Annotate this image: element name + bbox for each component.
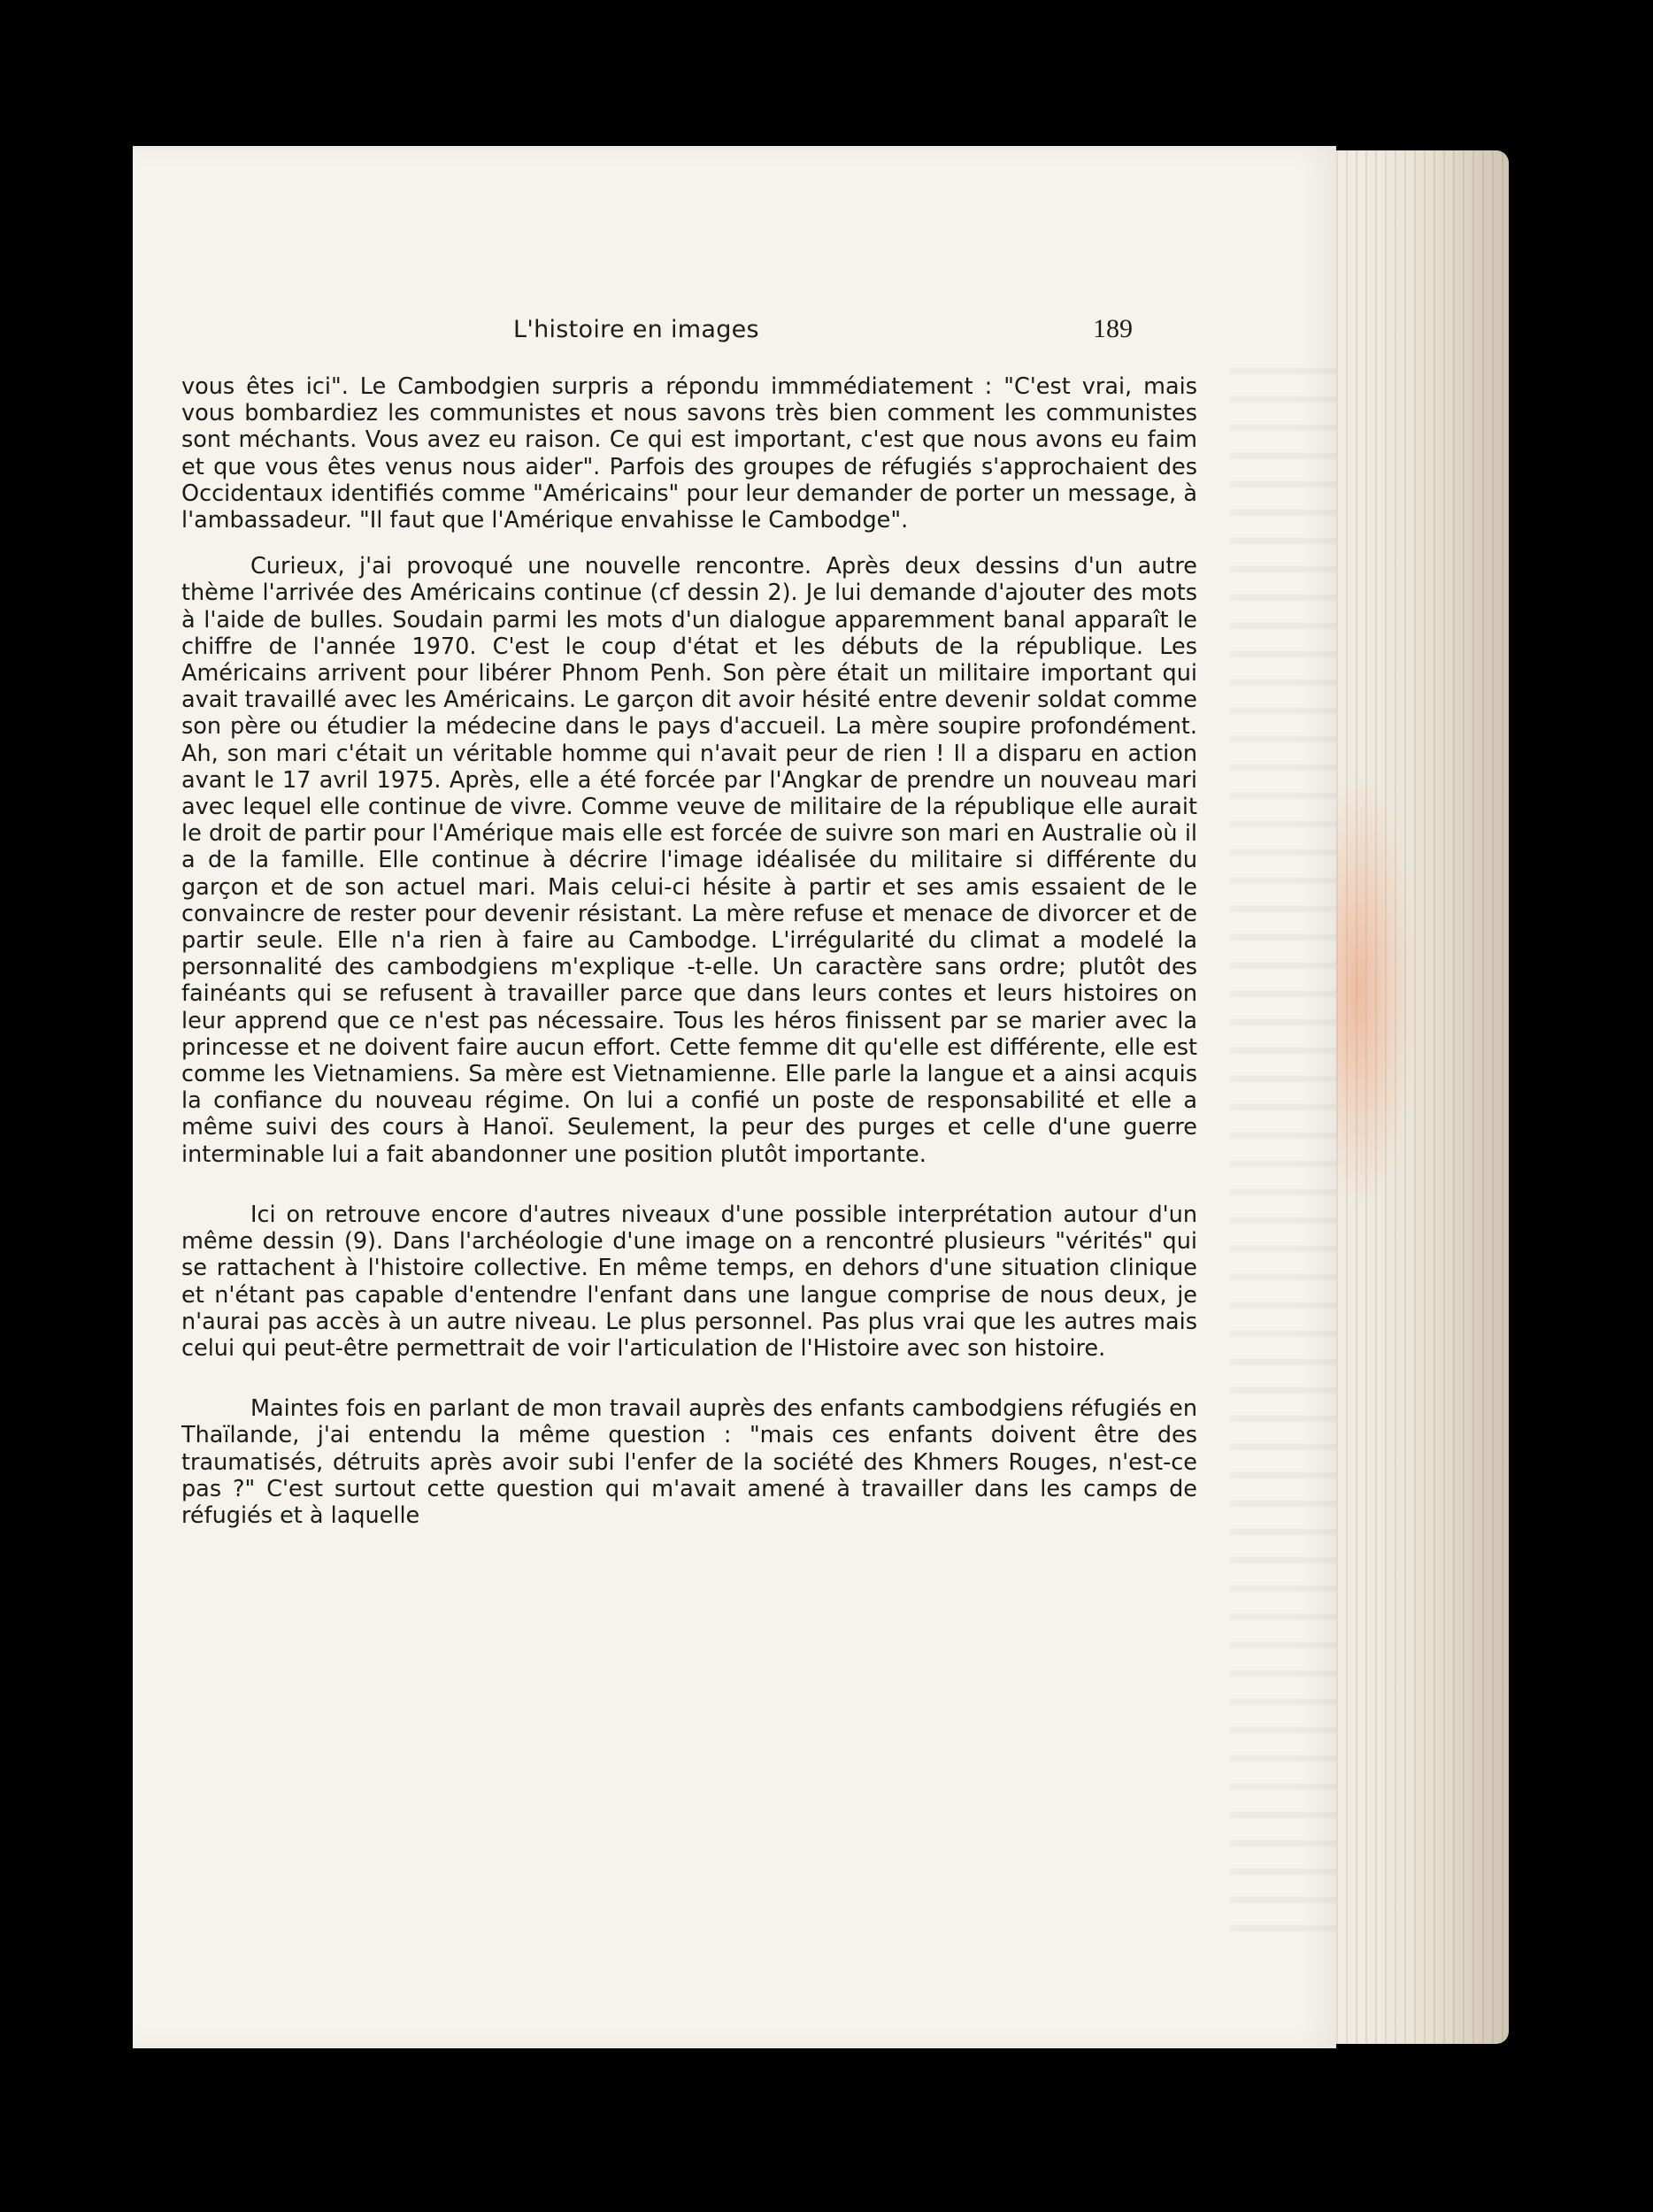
page-edges	[1319, 150, 1509, 2044]
page-number: 189	[1093, 314, 1133, 343]
paragraph-2: Curieux, j'ai provoqué une nouvelle rencontre. Après deux dessins d'un autre thème l'arrivée des Américains continue (cf dessin 2). Je lui demande d'ajouter des mots à l'aide de bulles. Soudain parmi les mots d'un dialogue apparemment banal apparaît le chiffre de l'année 1970. C'est le coup d'état et les débuts de la république. Les Américains arrivent pour libérer Phnom Penh. Son père était un militaire important qui avait travaillé avec les Américains. Le garçon dit avoir hésité entre devenir soldat comme son père ou étudier la médecine dans le pays d'accueil. La mère soupire profondément. Ah, son mari c'était un véritable homme qui n'avait peur de rien ! Il a disparu en action avant le 17 avril 1975. Après, elle a été forcée par l'Angkar de prendre un nouveau mari avec lequel elle continue de vivre. Comme veuve de militaire de la république elle aurait le droit de partir pour l'Amérique mais elle est forcée de suivre son mari en Australie où il a de la famille. Elle continue à décrire l'image idéalisée du militaire si différente du garçon et de son actuel mari. Mais celui-ci hésite à partir et ses amis essaient de le convaincre de rester pour devenir résistant. La mère refuse et menace de divorcer et de partir seule. Elle n'a rien à faire au Cambodge. L'irrégularité du climat a modelé la personnalité des cambodgiens m'explique -t-elle. Un caractère sans ordre; plutôt des fainéants qui se refusent à travailler parce que dans leurs contes et leurs histoires on leur apprend que ce n'est pas nécessaire. Tous les héros finissent par se marier avec la princesse et ne doivent faire aucun effort. Cette femme dit qu'elle est différente, elle est comme les Vietnamiens. Sa mère est Vietnamienne. Elle parle la langue et a ainsi acquis la confiance du nouveau régime. On lui a confié un poste de responsabilité et elle a même suivi des cours à Hanoï. Seulement, la peur des purges et celle d'une guerre interminable lui a fait abandonner une position plutôt importante.	[181, 553, 1197, 1168]
paragraph-1: vous êtes ici". Le Cambodgien surpris a répondu immmédiatement : "C'est vrai, mais vous bombardiez les communistes et nous savons très bien comment les communistes sont méchants. Vous avez eu raison. Ce qui est important, c'est que nous avons eu faim et que vous êtes venus nous aider". Parfois des groupes de réfugiés s'approchaient des Occidentaux identifiés comme "Américains" pour leur demander de porter un message, à l'ambassadeur. "Il faut que l'Amérique envahisse le Cambodge".	[181, 373, 1197, 534]
show-through-text	[1230, 349, 1336, 1942]
body-text	[181, 373, 1197, 1529]
paragraph-3: Ici on retrouve encore d'autres niveaux d'une possible interprétation autour d'un même dessin (9). Dans l'archéologie d'une image on a rencontré plusieurs "vérités" qui se rattachent à l'histoire collective. En même temps, en dehors d'une situation clinique et n'étant pas capable d'entendre l'enfant dans une langue comprise de nous deux, je n'aurai pas accès à un autre niveau. Le plus personnel. Pas plus vrai que les autres mais celui qui peut-être permettrait de voir l'articulation de l'Histoire avec son histoire.	[181, 1201, 1197, 1362]
running-title: L'histoire en images	[513, 316, 759, 343]
paragraph-4: Maintes fois en parlant de mon travail auprès des enfants cambodgiens réfugiés en Thaïlande, j'ai entendu la même question : "mais ces enfants doivent être des traumatisés, détruits après avoir subi l'enfer de la société des Khmers Rouges, n'est-ce pas ?" C'est surtout cette question qui m'avait amené à travailler dans les camps de réfugiés et à laquelle	[181, 1395, 1197, 1529]
running-header	[133, 316, 1186, 351]
book-page	[133, 146, 1336, 2048]
